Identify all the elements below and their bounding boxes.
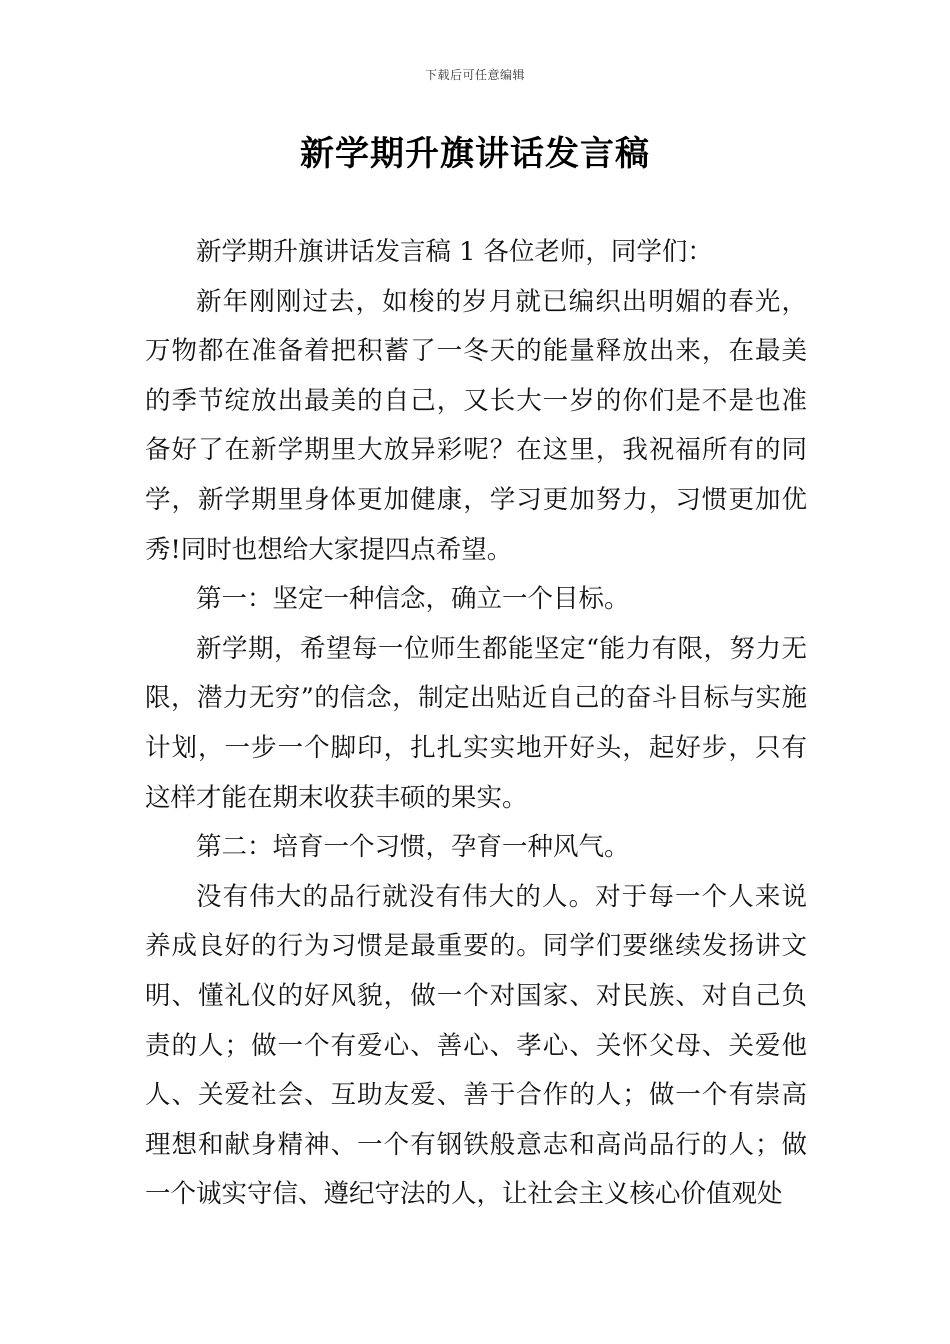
paragraph-habits: 没有伟大的品行就没有伟大的人。对于每一个人来说养成良好的行为习惯是最重要的。同学们要继续发扬讲文明、懂礼仪的好风貌，做一个对国家、对民族、对自己负责的人；做一个有爱心、善心、孝心、关怀父母、关爱他人、关爱社会、互助友爱、善于合作的人；做一个有崇高理想和献身精神、一个有钢铁般意志和高尚品行的人；做一个诚实守信、遵纪守法的人，让社会主义核心价值观处 [145,881,807,1210]
paragraph-point-two: 第二：培育一个习惯，孕育一种风气。 [196,832,630,863]
paragraph-belief: 新学期，希望每一位师生都能坚定“能力有限，努力无限，潜力无穷”的信念，制定出贴近自己的奋斗目标与实施计划，一步一个脚印，扎扎实实地开好头，起好步，只有这样才能在期末收获丰硕的果实。 [145,633,807,813]
header-note: 下载后可任意编辑 [424,68,525,82]
document-title: 新学期升旗讲话发言稿 [300,134,650,174]
paragraph-new-year: 新年刚刚过去，如梭的岁月就已编织出明媚的春光，万物都在准备着把积蓄了一冬天的能量释放出来，在最美的季节绽放出最美的自己，又长大一岁的你们是不是也准备好了在新学期里大放异彩呢？在这里，我祝福所有的同学，新学期里身体更加健康，学习更加努力，习惯更加优秀!同时也想给大家提四点希望。 [145,286,807,565]
paragraph-greeting: 新学期升旗讲话发言稿 1 各位老师，同学们： [196,237,713,267]
paragraph-point-one: 第一：坚定一种信念，确立一个目标。 [196,584,630,615]
document-body [145,228,807,1220]
